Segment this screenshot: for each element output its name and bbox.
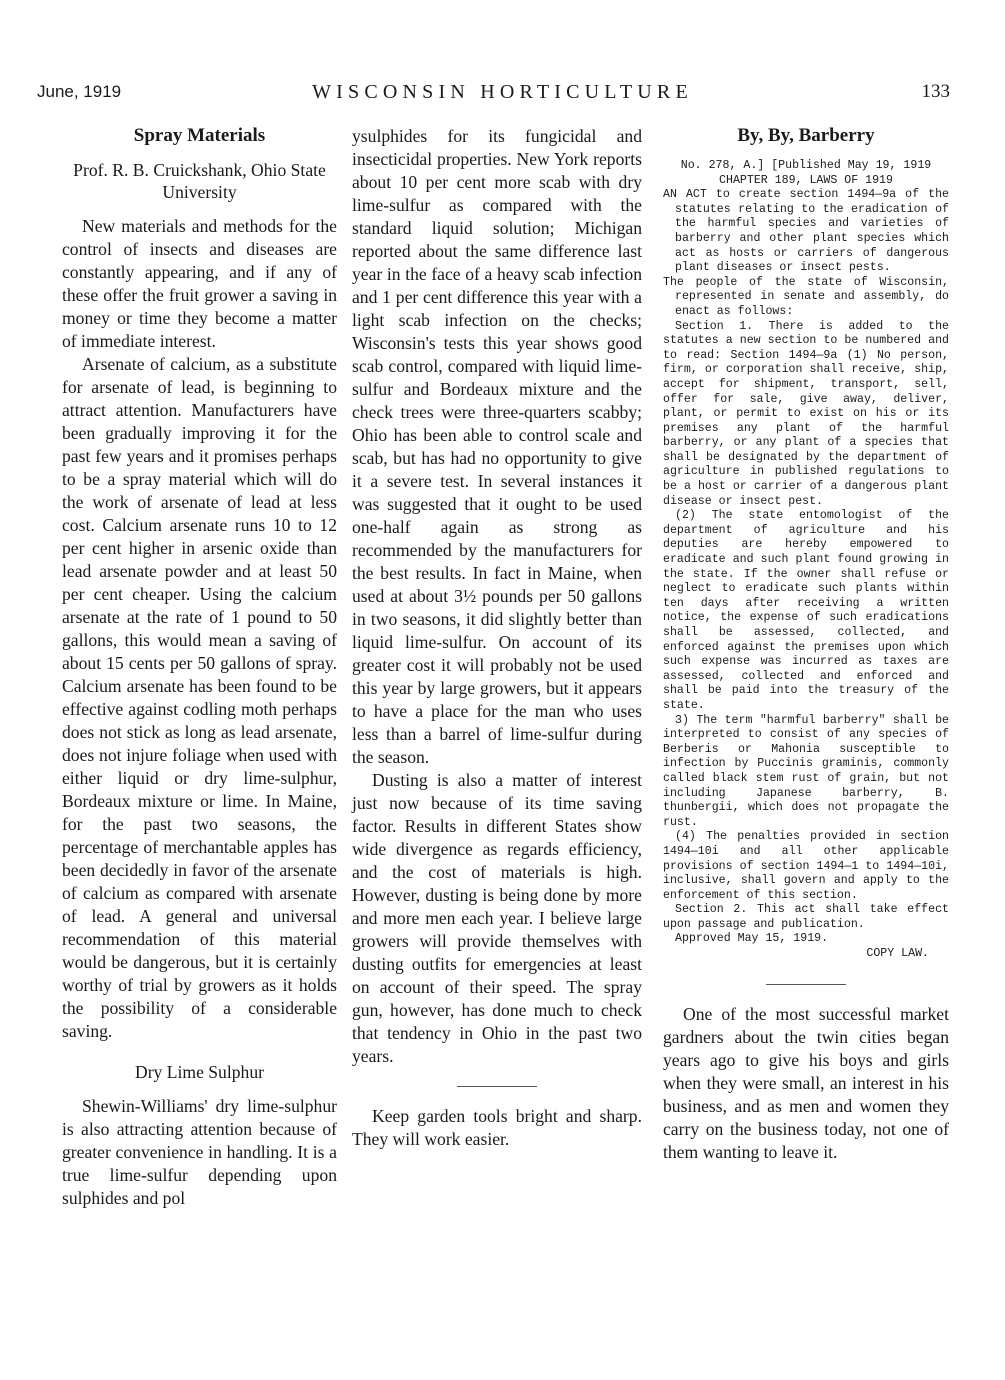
law-approved: Approved May 15, 1919. — [675, 932, 829, 946]
divider — [766, 984, 846, 985]
tools-note — [352, 1105, 642, 1151]
tools-text: Keep garden tools bright and sharp. They will work easier. — [352, 1106, 642, 1149]
spray-paragraph-1: New materials and methods for the control of insects and diseases are constantly appearing, and if any of these offer the fruit grower a saving in money or time they become a matter of immediate interest. — [62, 216, 337, 351]
law-section-3-clause: 3) The term "harmful barberry" shall be interpreted to consist of any species of Berberis or Mahonia susceptible to infection by Puccinis graminis, commonly called black stem rust of grain, but not including Japanese barberry, B. thunbergii, which does not propagate the rust. — [663, 713, 949, 829]
spray-byline: Prof. R. B. Cruickshank, Ohio State University — [73, 160, 326, 202]
header-title: WISCONSIN HORTICULTURE — [312, 81, 693, 103]
gardeners-note — [663, 1003, 949, 1164]
spray-paragraph-2: Arsenate of calcium, as a substitute for arsenate of lead, is beginning to attract attention. Manufacturers have been gradually improving it for the past few years and it promises perhaps to be a spray material which will do the work of arsenate of lead at less cost. Calcium arsenate runs 10 to 12 per cent higher in arsenic oxide than lead arsenate powder and at least 50 per cent cheaper. Using the calcium arsenate at the rate of 1 pound to 50 gallons, this would mean a saving of about 15 cents per 50 gallons of spray. Calcium arsenate has been found to be effective against codling moth perhaps does not stick as long as lead arsenate, does not injure foliage when used with either liquid or dry lime-sulphur, Bordeaux mixture or lime. In Maine, for the past two seasons, the percentage of merchantable apples has been decidedly in favor of the arsenate of calcium as compared with arsenate of lead. A general and universal recommendation of this material would be dangerous, but it is certainly worthy of trial by growers as it holds the possibility of a considerable saving. — [62, 354, 337, 1041]
spray-materials-title: Spray Materials — [133, 125, 266, 146]
spray-paragraph-3-continued: ysulphides for its fungicidal and insecticidal properties. New York reports about 10 per cent more scab with dry lime-sulfur as compared with the standard liquid solution; Michigan reported about the same difference last year in the face of a heavy scab infection and 1 per cent difference this year with a light scab infection on the checks; Wisconsin's tests this year shows good scab control, compared with liquid lime-sulfur and Bordeaux mixture and the check trees were three-quarters scabby; Ohio has been able to control scale and scab, but has had no opportunity to give it a severe test. In several instances it was suggested that it ought to be used one-half again as strong as recommended by the manufacturers for the best results. In fact in Maine, when used at about 3½ pounds per 50 gallons in two seasons, it did slightly better than liquid lime-sulfur. On account of its greater cost it will probably not be used this year by large growers, but it appears to have a place for the man who uses less than a barrel of lime-sulfur during the season. — [352, 126, 642, 767]
spray-paragraph-4: Dusting is also a matter of interest just now because of its time saving factor. Results in different States show wide divergence as regards efficiency, and the cost of materials is high. However, dusting is being done by more and more men each year. I believe large growers will provide themselves with dusting outfits for emergencies at least on account of their speed. The spray gun, however, has done much to check that tendency in Ohio in the past two years. — [352, 770, 642, 1066]
page-number: 133 — [921, 81, 950, 102]
law-copy: COPY LAW. — [866, 947, 929, 961]
header-date: June, 1919 — [37, 82, 122, 101]
law-act: AN ACT to create section 1494—9a of the statutes relating to the eradication of the harmful species and varieties of barberry and other plant species which act as hosts or carriers of dangerous plant diseases or insect pests. — [663, 188, 949, 275]
spray-paragraph-3: Shewin-Williams' dry lime-sulphur is also attracting attention because of greater convenience in handling. It is a true lime-sulfur depending upon sulphides and pol — [62, 1096, 337, 1208]
spray-body-2 — [62, 1095, 337, 1210]
law-section-4-clause: (4) The penalties provided in section 1494—10i and all other applicable provisions of section 1494—1 to 1494—10i, inclusive, shall govern and apply to the enforcement of this section. — [663, 830, 949, 902]
barberry-title: By, By, Barberry — [737, 125, 875, 146]
column-1 — [62, 125, 337, 1210]
barberry-law — [663, 159, 949, 962]
law-section-2-clause: (2) The state entomologist of the department of agriculture and his deputies are hereby empowered to eradicate and such plant found growing in the state. If the owner shall refuse or neglect to eradicate such plants within ten days after receiving a written notice, the expense of such eradications shall be assessed, collected, and enforced against the premises upon which such expense was incurred as taxes are assessed, collected and enforced and shall be paid into the treasury of the state. — [663, 509, 949, 712]
gardeners-text: One of the most successful market gardners about the twin cities began years ago to give his boys and girls when they were small, an interest in his business, and as men and women they carry on the business today, not one of them wanting to leave it. — [663, 1003, 949, 1162]
column-2 — [352, 125, 642, 1151]
spray-body-1 — [62, 215, 337, 1043]
law-chapter: CHAPTER 189, LAWS OF 1919 — [719, 173, 893, 187]
dry-lime-sulphur-heading: Dry Lime Sulphur — [134, 1062, 264, 1082]
column-3 — [663, 125, 949, 1164]
law-people: The people of the state of Wisconsin, represented in senate and assembly, do enact as follows: — [663, 275, 949, 318]
law-published: No. 278, A.] [Published May 19, 1919 — [680, 159, 932, 172]
law-section-1: Section 1. There is added to the statutes a new section to be numbered and to read: Section 1494—9a (1) No person, firm, or corporation shall receive, ship, accept for shipment, transport, sell, offer for sale, give away, deliver, plant, or permit to exist on his or its premises any plant of the harmful barberry, or any plant of a species that shall be designated by the department of agriculture in published regulations to be a host or carrier of a dangerous plant disease or insect pest. — [663, 319, 949, 508]
law-section-2: Section 2. This act shall take effect upon passage and publication. — [663, 903, 949, 931]
spray-continued — [352, 125, 642, 1068]
divider — [457, 1086, 537, 1087]
